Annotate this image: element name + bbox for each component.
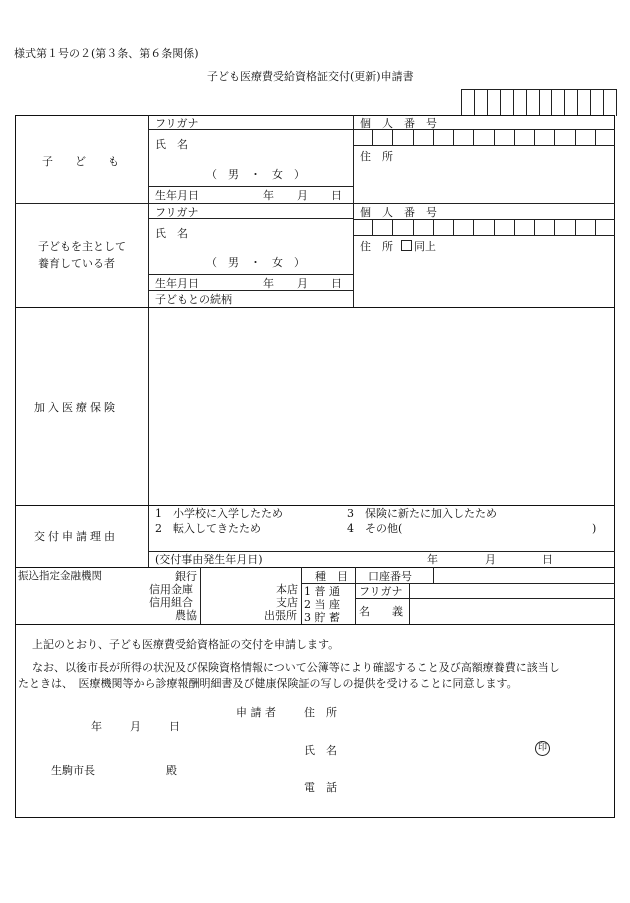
bank-type-nokyo[interactable]: 農協: [175, 609, 197, 622]
seal-mark: 印: [535, 741, 550, 756]
child-dob-year: 年: [263, 189, 274, 202]
holder-name-label: 名 義: [359, 605, 403, 618]
reason-option-1[interactable]: 1 小学校に入学したため: [155, 507, 283, 520]
child-name-label: 氏 名: [155, 138, 188, 151]
bank-type-bank[interactable]: 銀行: [175, 570, 197, 583]
child-address-label: 住 所: [360, 150, 393, 163]
branch-type-office[interactable]: 出張所: [264, 609, 297, 622]
reason-option-4-close: ): [592, 522, 597, 535]
bank-type-shinkin[interactable]: 信用金庫: [149, 583, 193, 596]
same-address-label: 同上: [414, 240, 436, 253]
holder-name-field[interactable]: [410, 599, 614, 623]
form-number: 様式第１号の２(第３条、第６条関係): [14, 47, 199, 60]
form-title: 子ども医療費受給資格証交付(更新)申請書: [207, 70, 414, 83]
guardian-relationship-label: 子どもとの続柄: [155, 293, 232, 306]
mayor-label: 生駒市長: [51, 764, 95, 777]
same-address-checkbox[interactable]: [401, 240, 412, 251]
child-personal-number-boxes[interactable]: [353, 129, 615, 145]
account-number-label: 口座番号: [368, 570, 412, 583]
account-type-ordinary[interactable]: 1 普 通: [304, 585, 340, 598]
child-personal-number-label: 個 人 番 号: [360, 117, 437, 130]
declaration-line-2: なお、以後市長が所得の状況及び保険資格情報について公簿等により確認すること及び高額療養費に該当し: [32, 661, 560, 674]
reason-date-day: 日: [542, 553, 553, 566]
declaration-line-1: 上記のとおり、子ども医療費受給資格証の交付を申請します。: [32, 638, 340, 651]
guardian-section-label-1: 子どもを主として: [38, 240, 126, 253]
account-number-field[interactable]: [434, 568, 614, 582]
child-dob-label: 生年月日: [155, 189, 199, 202]
guardian-personal-number-label: 個 人 番 号: [360, 206, 437, 219]
guardian-gender[interactable]: （ 男 ・ 女 ）: [206, 256, 305, 269]
child-section-label: 子 ど も: [42, 155, 119, 168]
guardian-dob-year: 年: [263, 277, 274, 290]
applicant-name-label: 氏 名: [304, 744, 337, 757]
applicant-phone-label: 電 話: [304, 781, 337, 794]
guardian-section-label-2: 養育している者: [38, 257, 115, 270]
application-date[interactable]: 年 月 日: [91, 720, 182, 733]
bank-section-label: 振込指定金融機関: [18, 570, 102, 582]
applicant-address-label: 住 所: [304, 706, 337, 719]
honorific: 殿: [166, 764, 177, 777]
account-type-current[interactable]: 2 当 座: [304, 598, 340, 611]
guardian-dob-day: 日: [331, 277, 342, 290]
reception-number-box[interactable]: [461, 89, 617, 116]
reason-option-4[interactable]: 4 その他(: [347, 522, 403, 535]
child-dob-day: 日: [331, 189, 342, 202]
insurance-section-label: 加入医療保険: [34, 401, 118, 414]
reason-date-year: 年: [427, 553, 438, 566]
guardian-name-label: 氏 名: [155, 227, 188, 240]
account-type-label: 種 目: [315, 570, 348, 583]
branch-type-main[interactable]: 本店: [276, 583, 298, 596]
guardian-address-label: 住 所: [360, 240, 393, 253]
reason-section-label: 交付申請理由: [34, 530, 118, 543]
reason-date-month: 月: [485, 553, 496, 566]
applicant-label: 申 請 者: [236, 706, 276, 719]
guardian-personal-number-boxes[interactable]: [353, 219, 615, 235]
reason-option-3[interactable]: 3 保険に新たに加入したため: [347, 507, 497, 520]
declaration-line-3: たときは、 医療機関等から診療報酬明細書及び健康保険証の写しの提供を受けることに同意します。: [18, 677, 518, 690]
child-gender[interactable]: （ 男 ・ 女 ）: [206, 168, 305, 181]
holder-furigana-label: フリガナ: [359, 585, 403, 598]
guardian-dob-label: 生年月日: [155, 277, 199, 290]
branch-type-branch[interactable]: 支店: [276, 596, 298, 609]
bank-type-shinkumi[interactable]: 信用組合: [149, 596, 193, 609]
child-furigana-label: フリガナ: [155, 117, 199, 130]
reason-date-label: (交付事由発生年月日): [155, 553, 263, 566]
account-type-savings[interactable]: 3 貯 蓄: [304, 611, 340, 624]
child-dob-month: 月: [297, 189, 308, 202]
reason-option-2[interactable]: 2 転入してきたため: [155, 522, 261, 535]
insurance-entry-area[interactable]: [149, 308, 614, 504]
guardian-dob-month: 月: [297, 277, 308, 290]
guardian-furigana-label: フリガナ: [155, 206, 199, 219]
